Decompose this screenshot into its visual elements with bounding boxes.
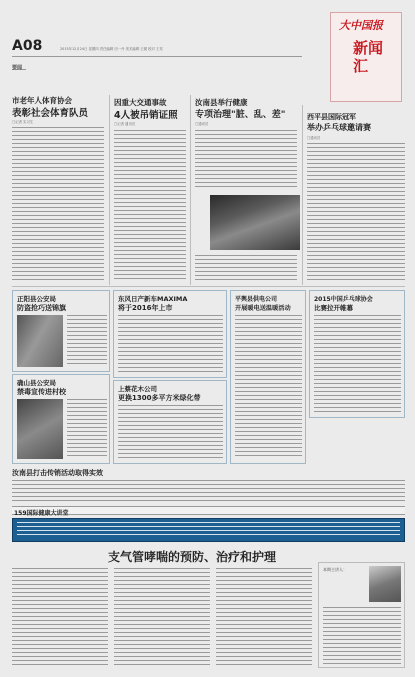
- a9-photo: [17, 399, 63, 459]
- a4-title2: 举办乒乓球邀请赛: [307, 123, 371, 132]
- a7-box: [230, 290, 306, 464]
- a1-title2: 表彰社会体育队员: [12, 108, 89, 119]
- a3-caption: [195, 255, 297, 283]
- a5-photo: [17, 315, 63, 367]
- a9-box: [12, 374, 110, 464]
- a1-byline: □记者 实习生: [12, 120, 34, 124]
- a7-body: [235, 315, 302, 459]
- a11-body: [12, 480, 405, 502]
- column-title: 新闻汇: [353, 39, 384, 75]
- a10-box: [113, 380, 227, 464]
- a7-title1: 平舆县供电公司: [235, 296, 278, 303]
- a7-title2: 开展暖电送温暖活动: [235, 305, 291, 312]
- a9-title2: 禁毒宣传进村校: [17, 388, 66, 396]
- blue-strip-text: [17, 522, 400, 538]
- a11-title: 汝南县打击传销活动取得实效: [12, 469, 103, 477]
- a10-body: [118, 405, 223, 460]
- divider: [302, 105, 303, 285]
- a6-box: [113, 290, 227, 378]
- a9-body: [67, 399, 107, 459]
- banner-title: 159国际健康大讲堂: [14, 510, 69, 517]
- a2-title2: 4人被吊销证照: [114, 110, 178, 121]
- a3-body: [195, 130, 297, 190]
- header-rule: [12, 56, 302, 57]
- a8-body: [314, 315, 401, 415]
- a2-body: [114, 130, 186, 282]
- a12-col2: [114, 568, 210, 668]
- a1-body: [12, 127, 104, 282]
- a10-title1: 上蔡花木公司: [118, 385, 157, 393]
- a10-title2: 更换1300多平方米绿化带: [118, 394, 201, 402]
- a3-byline: □通讯员: [195, 122, 209, 126]
- a4-byline: □通讯员: [307, 136, 321, 140]
- a5-box: [12, 290, 110, 372]
- masthead: [330, 12, 402, 102]
- blue-strip: [12, 518, 405, 542]
- section-tag: [12, 64, 26, 70]
- speaker-bio: [323, 607, 401, 665]
- health-banner: [12, 506, 405, 515]
- a4-title1: 西平县国际冠军: [307, 113, 356, 121]
- a8-box: [309, 290, 405, 418]
- a5-title2: 防盗抢巧送锦旗: [17, 304, 66, 312]
- divider: [109, 95, 110, 285]
- a5-body: [67, 315, 107, 367]
- a8-title2: 比赛拉开帷幕: [314, 304, 353, 312]
- a6-title2: 将于2016年上市: [118, 304, 173, 312]
- divider: [190, 95, 191, 285]
- a2-title1: 因重大交通事故: [114, 98, 167, 107]
- speaker-photo: [369, 566, 401, 602]
- a12-col3: [216, 568, 312, 668]
- a2-byline: □记者 通讯员: [114, 122, 136, 126]
- date-line: 2015年12月24日 星期四 责任编辑 田一丹 美术编辑 王媛 校对 王英: [60, 47, 163, 51]
- a6-body: [118, 315, 223, 373]
- speaker-label: 本期主讲人：: [323, 567, 347, 572]
- a3-title1: 汝南县举行健康: [195, 98, 248, 107]
- a6-title1: 东风日产新车MAXIMA: [118, 295, 188, 303]
- a5-title1: 正阳县公安局: [17, 295, 56, 303]
- a3-title2: 专项治理"脏、乱、差": [195, 110, 286, 120]
- section-tag-label: 要闻: [12, 65, 23, 71]
- a8-title1: 2015中国乒乓球协会: [314, 296, 373, 303]
- a9-title1: 确山县公安局: [17, 379, 56, 387]
- a1-title1: 市老年人体育协会: [12, 96, 72, 105]
- logo: 大中国报: [339, 19, 383, 32]
- a4-body: [307, 143, 405, 283]
- speaker-box: [318, 562, 405, 668]
- a12-col1: [12, 568, 108, 668]
- row-divider: [12, 286, 405, 287]
- page-number: A08: [12, 38, 43, 54]
- a12-title: 支气管哮喘的预防、治疗和护理: [108, 550, 277, 564]
- a3-photo: [210, 195, 300, 250]
